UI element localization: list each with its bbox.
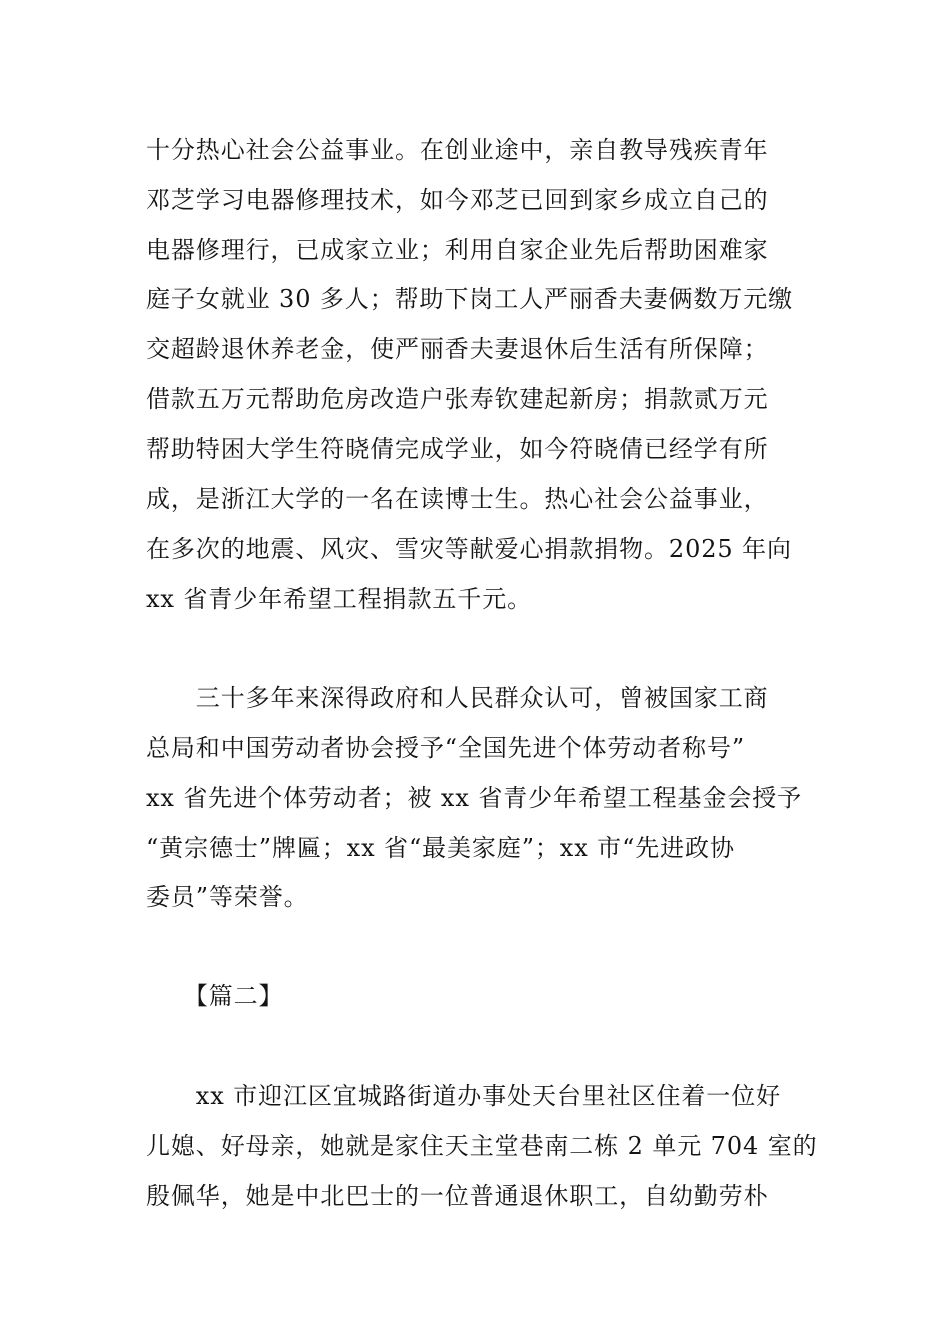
paragraph-1-line-6: 借款五万元帮助危房改造户张寿钦建起新房；捐款贰万元 [146, 385, 769, 413]
paragraph-2-line-4: “黄宗德士”牌匾；xx 省“最美家庭”；xx 市“先进政协 [146, 834, 735, 862]
paragraph-1-line-3: 电器修理行，已成家立业；利用自家企业先后帮助困难家 [146, 236, 769, 264]
paragraph-1-line-7: 帮助特困大学生符晓倩完成学业，如今符晓倩已经学有所 [146, 435, 769, 463]
paragraph-1-line-9: 在多次的地震、风灾、雪灾等献爱心捐款捐物。2025 年向 [146, 535, 792, 563]
paragraph-1-line-1: 十分热心社会公益事业。在创业途中，亲自教导残疾青年 [146, 136, 769, 164]
paragraph-1-line-5: 交超龄退休养老金，使严丽香夫妻退休后生活有所保障； [146, 335, 769, 363]
paragraph-2-line-5: 委员”等荣誉。 [146, 883, 309, 911]
paragraph-2-line-3: xx 省先进个体劳动者；被 xx 省青少年希望工程基金会授予 [146, 784, 803, 812]
paragraph-1-line-4: 庭子女就业 30 多人；帮助下岗工人严丽香夫妻俩数万元缴 [146, 285, 793, 313]
paragraph-3-line-1: xx 市迎江区宜城路街道办事处天台里社区住着一位好 [146, 1082, 781, 1110]
paragraph-1-line-10: xx 省青少年希望工程捐款五千元。 [146, 585, 532, 613]
paragraph-1-line-2: 邓芝学习电器修理技术，如今邓芝已回到家乡成立自己的 [146, 186, 769, 214]
section-heading: 【篇二】 [146, 982, 284, 1010]
paragraph-3-line-3: 殷佩华，她是中北巴士的一位普通退休职工，自幼勤劳朴 [146, 1182, 769, 1210]
paragraph-1-line-8: 成，是浙江大学的一名在读博士生。热心社会公益事业， [146, 485, 769, 513]
paragraph-3-line-2: 儿媳、好母亲，她就是家住天主堂巷南二栋 2 单元 704 室的 [146, 1132, 818, 1160]
paragraph-2-line-2: 总局和中国劳动者协会授予“全国先进个体劳动者称号” [146, 734, 746, 762]
paragraph-2-line-1: 三十多年来深得政府和人民群众认可，曾被国家工商 [146, 684, 769, 712]
